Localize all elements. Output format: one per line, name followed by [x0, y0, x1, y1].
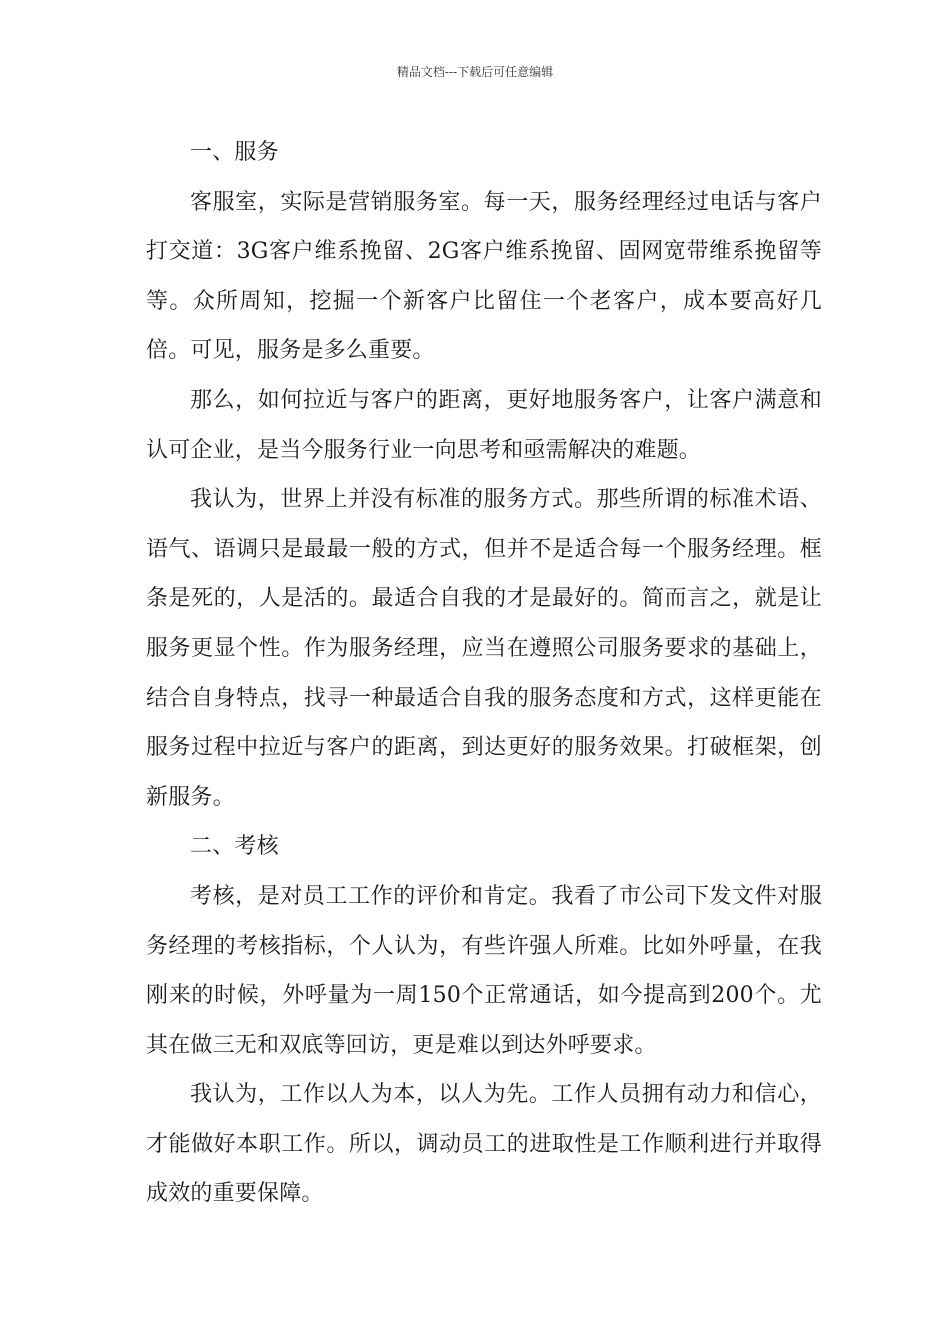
paragraph: 我认为，工作以人为本，以人为先。工作人员拥有动力和信心，才能做好本职工作。所以，调动员工的进取性是工作顺利进行并取得成效的重要保障。 [146, 1082, 822, 1207]
paragraph: 我认为，世界上并没有标准的服务方式。那些所谓的标准术语、语气、语调只是最最一般的方式，但并不是适合每一个服务经理。框条是死的，人是活的。最适合自我的才是最好的。简而言之，就是让服务更显个性。作为服务经理，应当在遵照公司服务要求的基础上，结合自身特点，找寻一种最适合自我的服务态度和方式，这样更能在服务过程中拉近与客户的距离，到达更好的服务效果。打破框架，创新服务。 [146, 487, 822, 810]
paragraph: 考核，是对员工工作的评价和肯定。我看了市公司下发文件对服务经理的考核指标，个人认为，有些许强人所难。比如外呼量，在我刚来的时候，外呼量为一周150个正常通话，如今提高到200个。尤其在做三无和双底等回访，更是难以到达外呼要求。 [146, 883, 822, 1058]
section-heading-assessment: 二、考核 [190, 834, 279, 860]
paragraph: 那么，如何拉近与客户的距离，更好地服务客户，让客户满意和认可企业，是当今服务行业一向思考和亟需解决的难题。 [146, 387, 822, 463]
document-body [146, 128, 822, 1219]
page-header: 精品文档---下载后可任意编辑 [396, 65, 554, 79]
section-heading-service: 一、服务 [190, 140, 279, 165]
paragraph: 客服室，实际是营销服务室。每一天，服务经理经过电话与客户打交道：3G客户维系挽留、2G客户维系挽留、固网宽带维系挽留等等。众所周知，挖掘一个新客户比留住一个老客户，成本要高好几倍。可见，服务是多么重要。 [146, 189, 822, 364]
